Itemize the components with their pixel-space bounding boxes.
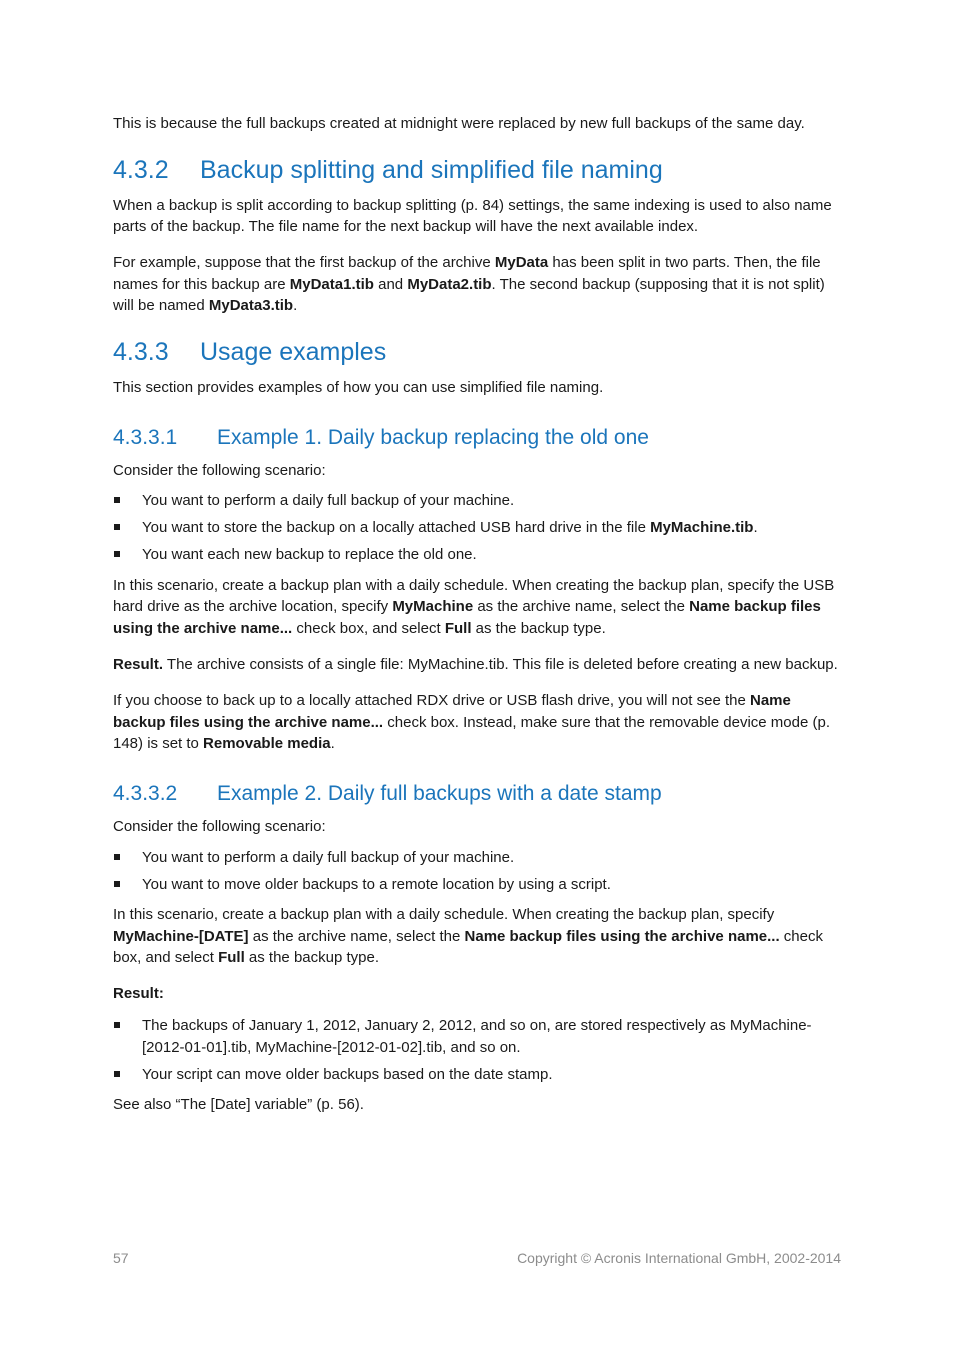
section-heading-4-3-2	[113, 155, 841, 185]
result-label: Result.	[113, 656, 164, 674]
bullet-square-icon	[114, 551, 120, 557]
text-run: has been split in two parts. Then, the file names for this backup are	[113, 254, 821, 293]
bullet-square-icon	[114, 497, 120, 503]
bold-term: MyData	[494, 254, 549, 272]
bullet-list	[113, 847, 841, 896]
text-run: . The second backup (supposing that it is not split) will be named	[113, 275, 825, 315]
bold-term: Name backup files using the archive name...	[113, 598, 821, 637]
section-title: Backup splitting and simplified file naming	[200, 155, 663, 184]
subsection-title: Example 2. Daily full backups with a date stamp	[217, 781, 662, 805]
subsection-number: 4.3.3.2	[113, 781, 178, 805]
list-item: You want to move older backups to a remote location by using a script.	[113, 874, 841, 896]
bold-term: Full	[218, 949, 245, 967]
copyright-text: Copyright © Acronis International GmbH, 2002-2014	[517, 1250, 841, 1266]
bullet-square-icon	[114, 524, 120, 530]
list-item: Your script can move older backups based on the date stamp.	[113, 1064, 841, 1086]
see-also-paragraph: See also “The [Date] variable” (p. 56).	[113, 1096, 364, 1114]
bullet-square-icon	[114, 854, 120, 860]
bullet-list	[113, 490, 841, 566]
paragraph: Consider the following scenario:	[113, 817, 326, 835]
list-item: You want each new backup to replace the old one.	[113, 544, 841, 566]
subsection-heading-4-3-3-2	[113, 781, 841, 807]
result-label: Result:	[113, 985, 164, 1003]
paragraph: In this scenario, create a backup plan with a daily schedule. When creating the backup plan, specify MyMachine-[DATE] as the archive name, select the Name backup files using the archive name... check box, and select Full as the backup type.	[113, 906, 823, 967]
paragraph: If you choose to back up to a locally attached RDX drive or USB flash drive, you will not see the Name backup files using the archive name... check box. Instead, make sure that the removable device mode (p. 148) is set to Removable media.	[113, 692, 830, 753]
bold-term: Name backup files using the archive name...	[113, 692, 791, 731]
section-number: 4.3.3	[113, 338, 169, 367]
bold-term: MyMachine	[392, 598, 474, 616]
bold-term: Removable media	[203, 735, 331, 753]
subsection-title: Example 1. Daily backup replacing the old one	[217, 425, 649, 449]
bullet-list	[113, 1015, 841, 1085]
subsection-number: 4.3.3.1	[113, 425, 178, 449]
document-body	[113, 113, 841, 1130]
text-run: For example, suppose that the first backup of the archive	[113, 254, 495, 272]
result-paragraph: Result. The archive consists of a single file: MyMachine.tib. This file is deleted before creating a new backup.	[113, 656, 838, 674]
bold-term: MyData2.tib	[407, 275, 492, 293]
paragraph: Consider the following scenario:	[113, 461, 326, 479]
list-item: You want to store the backup on a locally attached USB hard drive in the file MyMachine.tib.	[113, 517, 841, 539]
bold-term: MyMachine.tib	[650, 519, 754, 537]
text-run: and	[373, 275, 408, 293]
page-number: 57	[113, 1250, 129, 1266]
intro-paragraph: This is because the full backups created at midnight were replaced by new full backups of the same day.	[113, 115, 805, 132]
bullet-square-icon	[114, 1071, 120, 1077]
list-item: You want to perform a daily full backup of your machine.	[113, 847, 841, 869]
paragraph	[113, 252, 841, 317]
paragraph: When a backup is split according to backup splitting (p. 84) settings, the same indexing is used to also name parts of the backup. The file name for the next backup will have the next available index.	[113, 196, 832, 236]
list-item: The backups of January 1, 2012, January 2, 2012, and so on, are stored respectively as MyMachine-[2012-01-01].tib, MyMachine-[2012-01-02].tib, and so on.	[113, 1015, 841, 1058]
bold-term: Full	[444, 620, 472, 637]
bold-term: MyData3.tib	[208, 297, 294, 315]
page-footer	[113, 1250, 841, 1266]
subsection-heading-4-3-3-1	[113, 425, 841, 451]
section-heading-4-3-3	[113, 337, 841, 367]
section-title: Usage examples	[200, 338, 387, 367]
bullet-square-icon	[114, 881, 120, 887]
paragraph: In this scenario, create a backup plan with a daily schedule. When creating the backup plan, specify the USB hard drive as the archive location, specify MyMachine as the archive name, select the Name backup files using the archive name... check box, and select Full as the backup type.	[113, 576, 835, 637]
bold-term: MyData1.tib	[289, 275, 374, 293]
list-item: You want to perform a daily full backup of your machine.	[113, 490, 841, 512]
text-run: .	[293, 297, 298, 315]
bullet-square-icon	[114, 1022, 120, 1028]
paragraph: This section provides examples of how you can use simplified file naming.	[113, 379, 604, 397]
bold-term: Name backup files using the archive name...	[464, 927, 780, 945]
bold-term: MyMachine-[DATE]	[113, 927, 249, 945]
section-number: 4.3.2	[113, 155, 169, 184]
